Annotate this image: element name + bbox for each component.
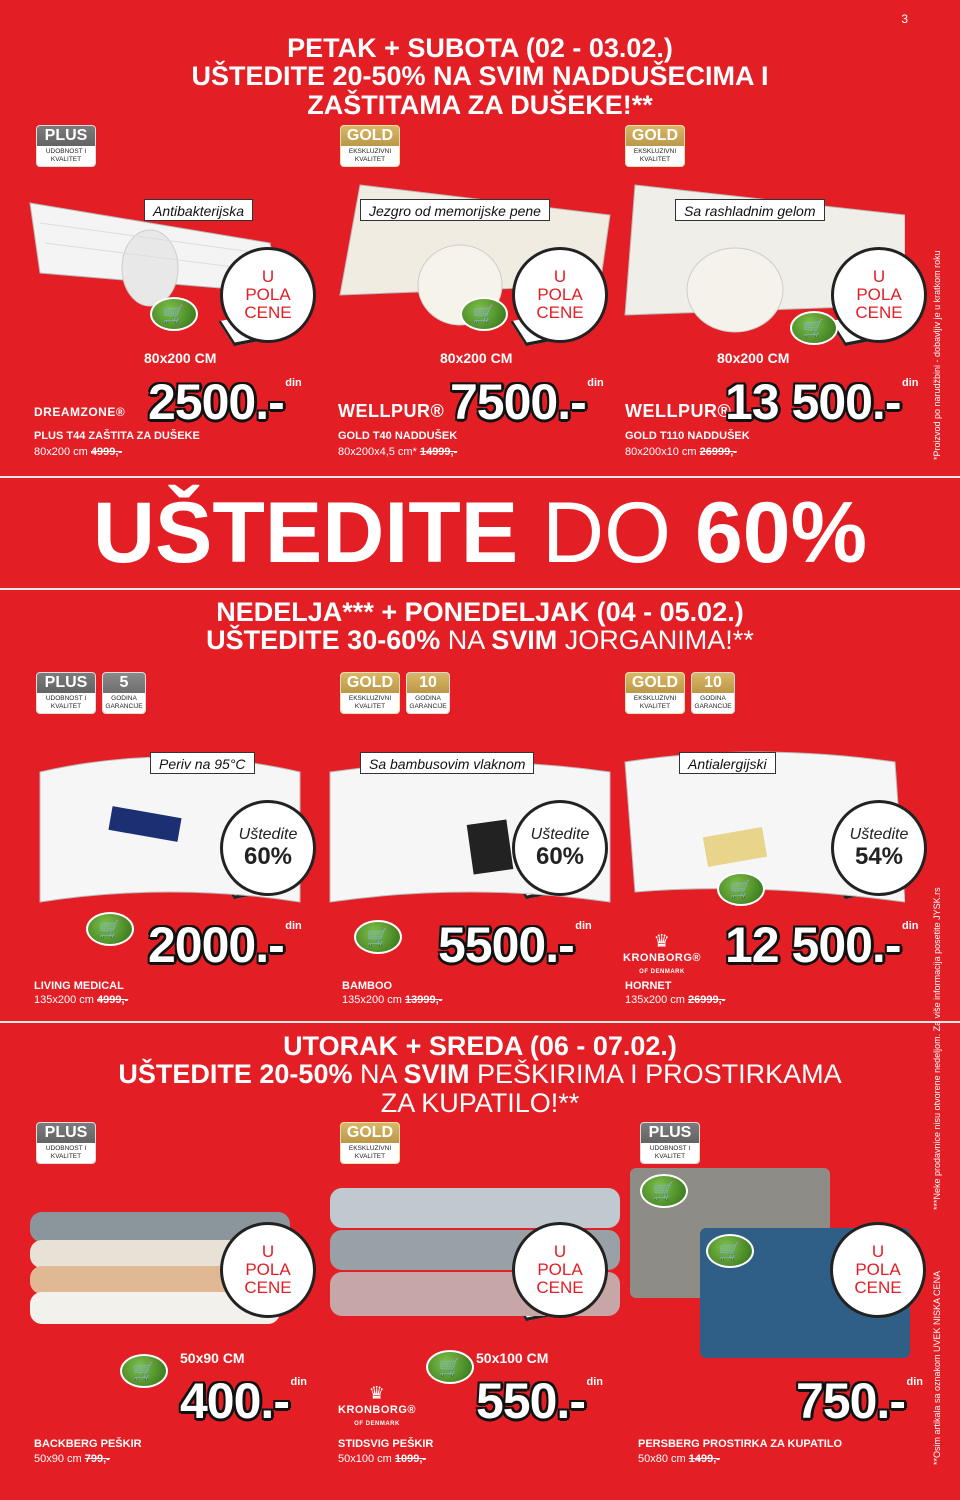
side-note-sunday: ***Neke prodavnice nisu otvorene nedeljom. Za više informacija posetite JYSK.rs (932, 887, 942, 1210)
section-3-header (0, 1032, 960, 1117)
cart-icon[interactable]: 🛒 (426, 1350, 474, 1384)
product-desc: 135x200 cm 13999,- (342, 994, 443, 1006)
feature-tag: Sa bambusovim vlaknom (360, 752, 534, 774)
product-size: 50x90 CM (180, 1350, 245, 1366)
product-card[interactable] (620, 1122, 923, 1472)
product-desc: 135x200 cm 4999,- (34, 994, 129, 1006)
product-name: PERSBERG PROSTIRKA ZA KUPATILO (638, 1438, 843, 1450)
old-price: 4999,- (90, 446, 123, 458)
brand-logo-kronborg: ♛ KRONBORG® OF DENMARK (338, 1383, 416, 1427)
section-2-offer: UŠTEDITE 30-60% NA SVIM JORGANIMA!** (206, 625, 754, 656)
brand-logo-dreamzone: DREAMZONE® (34, 405, 126, 419)
feature-tag: Periv na 95°C (150, 752, 255, 774)
cart-icon[interactable]: 🛒 (706, 1234, 754, 1268)
savings-bubble: Uštedite 60% (512, 800, 608, 896)
plus-badge: PLUS UDOBNOST I KVALITET (36, 1122, 96, 1164)
product-price: 5500.- din (438, 917, 592, 973)
product-card[interactable] (320, 672, 620, 1006)
divider (0, 588, 960, 590)
section-2-dates: NEDELJA*** + PONEDELJAK (04 - 05.02.) (216, 597, 744, 627)
cart-icon[interactable]: 🛒 (354, 920, 402, 954)
half-price-bubble: U POLA CENE (220, 1222, 316, 1318)
side-note-order: *Proizvod po narudžbini - dobavljiv je u kratkom roku (932, 250, 942, 460)
crown-icon: ♛ (368, 1383, 386, 1403)
old-price: 799,- (84, 1453, 110, 1465)
product-price: 7500.- din (450, 374, 604, 430)
half-price-bubble: U POLA CENE (831, 247, 927, 343)
gold-badge: GOLD EKSKLUZIVNI KVALITET (625, 672, 685, 714)
product-name: STIDSVIG PEŠKIR (338, 1438, 434, 1450)
savings-bubble: Uštedite 54% (831, 800, 927, 896)
badge-group (340, 1122, 400, 1164)
badge-group (625, 672, 735, 714)
half-price-bubble: U POLA CENE (512, 247, 608, 343)
product-price: 13 500.- din (725, 374, 919, 430)
product-desc: 80x200x4,5 cm* 14999,- (338, 446, 458, 458)
half-price-bubble: U POLA CENE (830, 1222, 926, 1318)
badge-group (625, 125, 685, 167)
badge-group (340, 672, 450, 714)
product-card[interactable] (320, 125, 620, 465)
product-name: BAMBOO (342, 980, 393, 992)
plus-badge: PLUS UDOBNOST I KVALITET (36, 672, 96, 714)
old-price: 1099,- (394, 1453, 427, 1465)
product-price: 2500.- din (148, 374, 302, 430)
product-price: 550.- din (476, 1373, 603, 1429)
product-name: GOLD T40 NADDUŠEK (338, 430, 458, 442)
product-name: GOLD T110 NADDUŠEK (625, 430, 750, 442)
divider (0, 476, 960, 478)
product-desc: 50x100 cm 1099,- (338, 1453, 427, 1465)
cart-icon[interactable]: 🛒 (460, 297, 508, 331)
cart-icon[interactable]: 🛒 (790, 311, 838, 345)
feature-tag: Antibakterijska (144, 199, 253, 221)
product-card[interactable] (20, 672, 320, 1006)
feature-tag: Jezgro od memorijske pene (360, 199, 550, 221)
section-3-dates: UTORAK + SREDA (06 - 07.02.) (283, 1031, 677, 1061)
side-note-exclusion: **Osim artikala sa oznakom UVEK NISKA CENA (932, 1270, 942, 1465)
product-desc: 50x90 cm 799,- (34, 1453, 110, 1465)
cart-icon[interactable]: 🛒 (86, 912, 134, 946)
feature-tag: Antialergijski (679, 752, 776, 774)
product-desc: 50x80 cm 1499,- (638, 1453, 720, 1465)
product-desc: 80x200x10 cm 26999,- (625, 446, 737, 458)
section-3-offer: UŠTEDITE 20-50% NA SVIM PEŠKIRIMA I PROSTIRKAMA (118, 1059, 842, 1090)
feature-tag: Sa rashladnim gelom (675, 199, 825, 221)
crown-icon: ♛ (653, 931, 671, 951)
product-price: 2000.- din (148, 917, 302, 973)
product-name: LIVING MEDICAL (34, 980, 124, 992)
old-price: 4999,- (97, 994, 129, 1006)
brand-logo-wellpur: WELLPUR® (625, 401, 732, 421)
warranty-badge: 10 GODINA GARANCIJE (406, 672, 450, 714)
product-price: 12 500.- din (725, 917, 919, 973)
gold-badge: GOLD EKSKLUZIVNI KVALITET (340, 125, 400, 167)
product-desc: 80x200 cm 4999,- (34, 446, 123, 458)
section-1-offer: UŠTEDITE 20-50% NA SVIM NADDUŠECIMA I (191, 61, 769, 92)
cart-icon[interactable]: 🛒 (120, 1354, 168, 1388)
section-1-dates: PETAK + SUBOTA (02 - 03.02.) (287, 33, 673, 63)
product-card[interactable] (605, 125, 919, 465)
section-2-header (0, 598, 960, 655)
section-3-offer-cont: ZA KUPATILO!** (380, 1087, 580, 1118)
plus-badge: PLUS UDOBNOST I KVALITET (36, 125, 96, 167)
old-price: 26999,- (699, 446, 737, 458)
product-size: 80x200 CM (440, 350, 513, 366)
gold-badge: GOLD EKSKLUZIVNI KVALITET (340, 1122, 400, 1164)
old-price: 14999,- (419, 446, 458, 458)
product-card[interactable] (320, 1122, 620, 1472)
badge-group (640, 1122, 700, 1164)
gold-badge: GOLD EKSKLUZIVNI KVALITET (340, 672, 400, 714)
product-size: 80x200 CM (717, 350, 790, 366)
divider (0, 1021, 960, 1023)
cart-icon[interactable]: 🛒 (717, 872, 765, 906)
half-price-bubble: U POLA CENE (512, 1222, 608, 1318)
product-name: PLUS T44 ZAŠTITA ZA DUŠEKE (34, 430, 200, 442)
badge-group (340, 125, 400, 167)
old-price: 26999,- (688, 994, 726, 1006)
product-price: 400.- din (180, 1373, 307, 1429)
old-price: 1499,- (688, 1453, 720, 1465)
product-card[interactable] (605, 672, 919, 1006)
page-number: 3 (901, 12, 908, 26)
product-card[interactable] (20, 1122, 320, 1472)
half-price-bubble: U POLA CENE (220, 247, 316, 343)
savings-banner: UŠTEDITE DO 60% (92, 485, 868, 581)
section-1-header (0, 34, 960, 119)
brand-logo-kronborg: ♛ KRONBORG® OF DENMARK (623, 931, 701, 975)
cart-icon[interactable]: 🛒 (150, 297, 198, 331)
product-size: 50x100 CM (476, 1350, 549, 1366)
warranty-badge: 5 GODINA GARANCIJE (102, 672, 146, 714)
gold-badge: GOLD EKSKLUZIVNI KVALITET (625, 125, 685, 167)
badge-group (36, 672, 146, 714)
cart-icon[interactable]: 🛒 (640, 1174, 688, 1208)
savings-bubble: Uštedite 60% (220, 800, 316, 896)
product-size: 80x200 CM (144, 350, 217, 366)
old-price: 13999,- (405, 994, 443, 1006)
product-card[interactable] (20, 125, 320, 465)
badge-group (36, 1122, 96, 1164)
plus-badge: PLUS UDOBNOST I KVALITET (640, 1122, 700, 1164)
section-1-offer-cont: ZAŠTITAMA ZA DUŠEKE!** (307, 89, 653, 120)
badge-group (36, 125, 96, 167)
product-name: BACKBERG PEŠKIR (34, 1438, 142, 1450)
warranty-badge: 10 GODINA GARANCIJE (691, 672, 735, 714)
brand-logo-wellpur: WELLPUR® (338, 401, 445, 421)
product-desc: 135x200 cm 26999,- (625, 994, 726, 1006)
product-price: 750.- din (796, 1373, 923, 1429)
product-name: HORNET (625, 980, 672, 992)
